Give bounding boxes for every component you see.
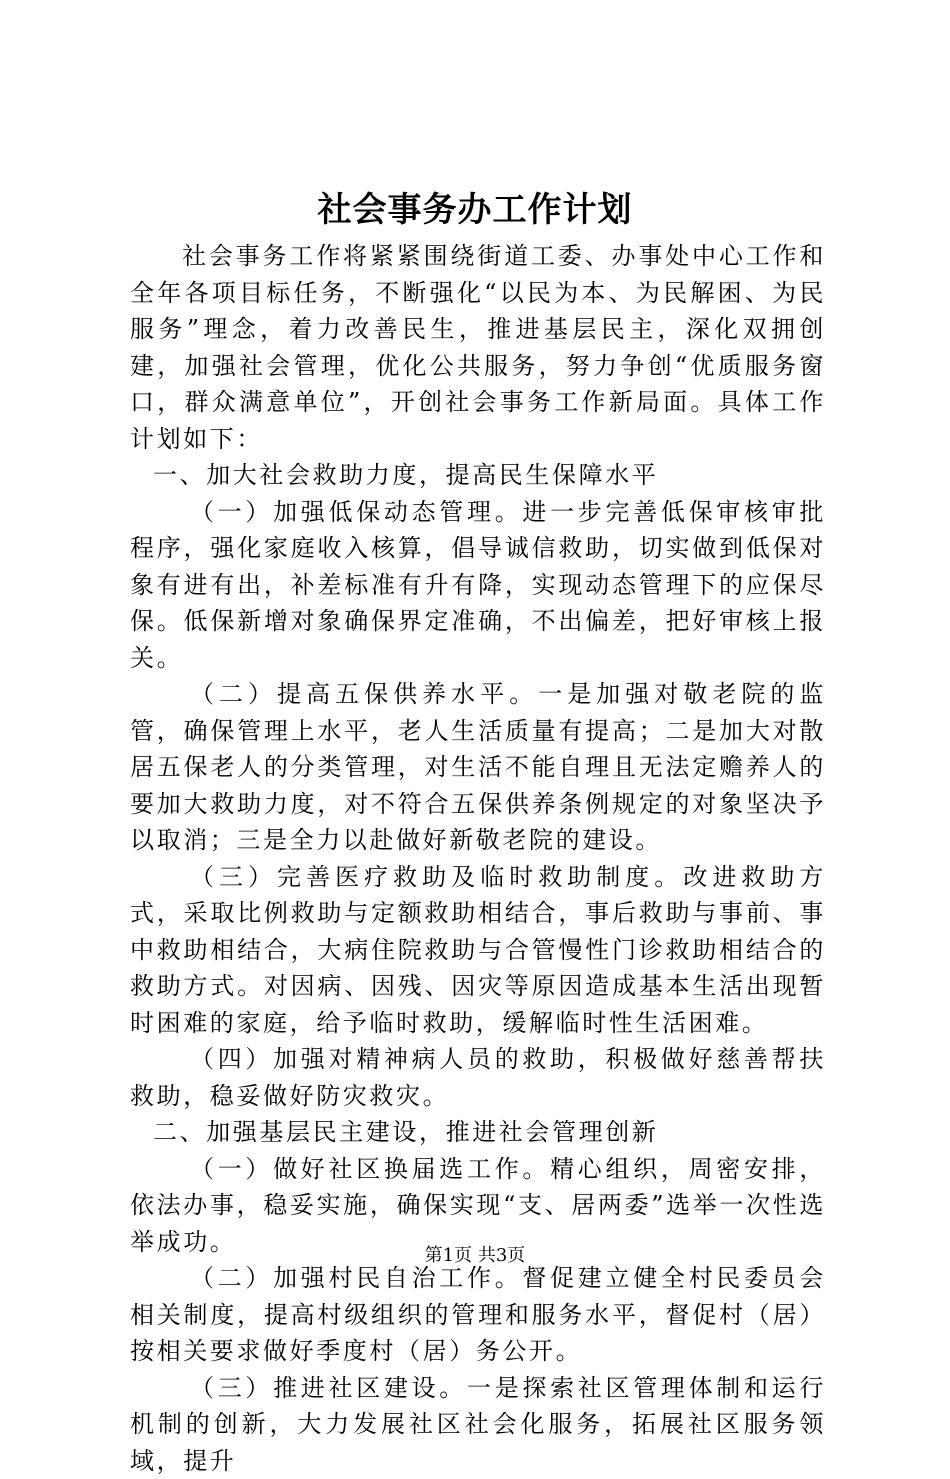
body-paragraph: （一）做好社区换届选工作。精心组织，周密安排，依法办事，稳妥实施，确保实现“支、居两委”选举一次性选举成功。: [130, 1151, 826, 1261]
body-paragraph: （三）推进社区建设。一是探索社区管理体制和运行机制的创新，大力发展社区社会化服务，拓展社区服务领域，提升: [130, 1370, 826, 1479]
body-paragraph: （一）加强低保动态管理。进一步完善低保审核审批程序，强化家庭收入核算，倡导诚信救助，切实做到低保对象有进有出，补差标准有升有降，实现动态管理下的应保尽保。低保新增对象确保界定准确，不出偏差，把好审核上报关。: [130, 494, 826, 677]
body-paragraph: （四）加强对精神病人员的救助，积极做好慈善帮扶救助，稳妥做好防灾救灾。: [130, 1041, 826, 1114]
body-paragraph: （三）完善医疗救助及临时救助制度。改进救助方式，采取比例救助与定额救助相结合，事后救助与事前、事中救助相结合，大病住院救助与合管慢性门诊救助相结合的救助方式。对因病、因残、因灾等原因造成基本生活出现暂时困难的家庭，给予临时救助，缓解临时性生活困难。: [130, 859, 826, 1042]
document-title: 社会事务办工作计划: [0, 186, 950, 234]
intro-paragraph: 社会事务工作将紧紧围绕街道工委、办事处中心工作和全年各项目标任务，不断强化“以民为本、为民解困、为民服务”理念，着力改善民生，推进基层民主，深化双拥创建，加强社会管理，优化公共服务，努力争创“优质服务窗口，群众满意单位”，开创社会事务工作新局面。具体工作计划如下：: [130, 238, 826, 457]
section-heading: 一、加大社会救助力度，提高民生保障水平: [130, 457, 826, 494]
body-paragraph: （二）加强村民自治工作。督促建立健全村民委员会相关制度，提高村级组织的管理和服务水平，督促村（居）按相关要求做好季度村（居）务公开。: [130, 1260, 826, 1370]
body-paragraph: （二）提高五保供养水平。一是加强对敬老院的监管，确保管理上水平，老人生活质量有提高；二是加大对散居五保老人的分类管理，对生活不能自理且无法定赡养人的要加大救助力度，对不符合五保供养条例规定的对象坚决予以取消；三是全力以赴做好新敬老院的建设。: [130, 676, 826, 859]
page-number-footer: 第1页 共3页: [0, 1244, 950, 1268]
document-body: [130, 238, 826, 1479]
section-heading: 二、加强基层民主建设，推进社会管理创新: [130, 1114, 826, 1151]
